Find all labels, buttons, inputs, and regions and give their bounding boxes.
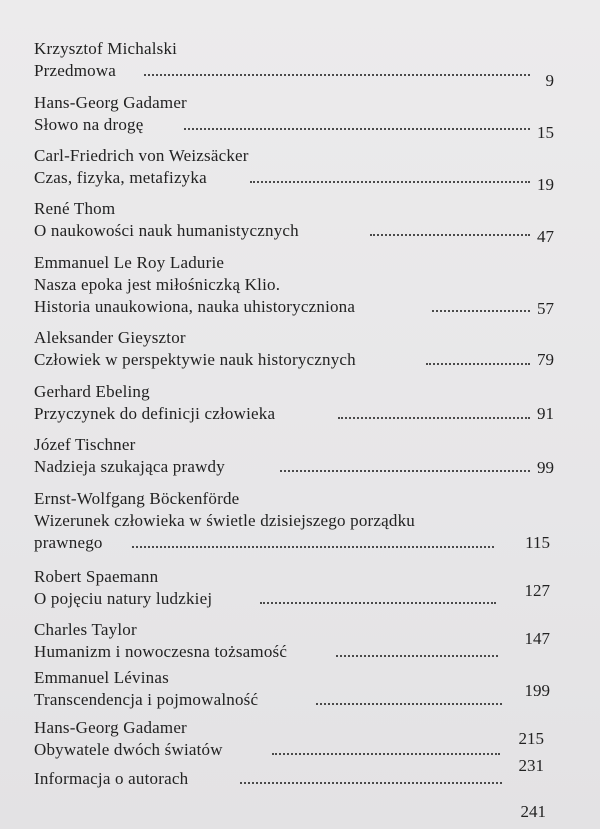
dot-leader [316,703,502,705]
toc-title: Transcendencja i pojmowalność [34,690,259,709]
toc-entry [34,566,554,610]
toc-author: Hans-Georg Gadamer [34,93,187,112]
toc-title: Czas, fizyka, metafizyka [34,168,207,187]
toc-title: Słowo na drogę [34,115,144,134]
toc-title-line [34,588,554,610]
toc-entry [34,145,554,189]
dot-leader [280,470,530,472]
toc-entry [34,92,554,136]
dot-leader [250,181,530,183]
toc-page-number: 57 [537,299,554,318]
toc-title: Nadzieja szukająca prawdy [34,457,225,476]
toc-author: Charles Taylor [34,620,137,639]
toc-title: O naukowości nauk humanistycznych [34,221,299,240]
toc-title-line [34,739,554,761]
toc-title-line [34,296,554,318]
toc-title-line [34,641,554,663]
toc-page-number: 9 [545,71,554,90]
dot-leader [184,128,530,130]
toc-title: Człowiek w perspektywie nauk historycznych [34,350,356,369]
toc-title: Humanizm i nowoczesna tożsamość [34,642,288,661]
toc-entry [34,488,554,554]
toc-page-number: 115 [525,533,550,552]
toc-title-line [34,768,554,790]
toc-title: Wizerunek człowieka w świetle dzisiejszego porządku [34,511,416,530]
toc-entry [34,434,554,478]
toc-title-line [34,689,554,711]
toc-author: Krzysztof Michalski [34,39,178,58]
toc-entry [34,768,554,790]
toc-author: Robert Spaemann [34,567,159,586]
toc-title-line [34,349,554,371]
toc-author: Aleksander Gieysztor [34,328,186,347]
toc-title-line [34,114,554,136]
toc-entry [34,619,554,663]
toc-entry [34,381,554,425]
toc-entry [34,252,554,318]
toc-page-number: 127 [524,581,550,600]
toc-title-line [34,167,554,189]
toc-title: Przyczynek do definicji człowieka [34,404,276,423]
toc-page-number: 91 [537,404,554,423]
toc-page-number: 215 [518,729,544,748]
toc-title: O pojęciu natury ludzkiej [34,589,213,608]
toc-title-line [34,456,554,478]
toc-author: Emmanuel Lévinas [34,668,169,687]
dot-leader [272,753,500,755]
toc-page-number: 47 [537,227,554,246]
toc-entry [34,38,554,82]
toc-author: René Thom [34,199,116,218]
toc-title-line [34,403,554,425]
toc-title-line [34,60,554,82]
toc-page-number: 79 [537,350,554,369]
toc-title: Nasza epoka jest miłośniczką Klio. [34,275,281,294]
toc-entry [34,327,554,371]
dot-leader [144,74,530,76]
toc-page-number: 231 [518,756,544,775]
toc-title-line [34,532,554,554]
toc-author: Gerhard Ebeling [34,382,150,401]
toc-page-number: 147 [524,629,550,648]
toc-author: Carl-Friedrich von Weizsäcker [34,146,249,165]
toc-author: Ernst-Wolfgang Böckenförde [34,489,240,508]
toc-author: Hans-Georg Gadamer [34,718,187,737]
dot-leader [260,602,496,604]
toc-entry [34,667,554,711]
dot-leader [240,782,502,784]
toc-author: Emmanuel Le Roy Ladurie [34,253,225,272]
dot-leader [336,655,498,657]
toc-title: Przedmowa [34,61,117,80]
dot-leader [132,546,494,548]
toc-title-line [34,220,554,242]
toc-title: Informacja o autorach [34,769,189,788]
toc-page-number: 99 [537,458,554,477]
footer-page-number: 241 [520,802,546,821]
toc-entry [34,198,554,242]
toc-title: prawnego [34,533,103,552]
toc-page-number: 19 [537,175,554,194]
toc-entry [34,717,554,761]
toc-page-number: 199 [524,681,550,700]
toc-title: Obywatele dwóch światów [34,740,223,759]
toc-title: Historia unaukowiona, nauka uhistoryczniona [34,297,356,316]
toc-page-number: 15 [537,123,554,142]
toc-author: Józef Tischner [34,435,136,454]
